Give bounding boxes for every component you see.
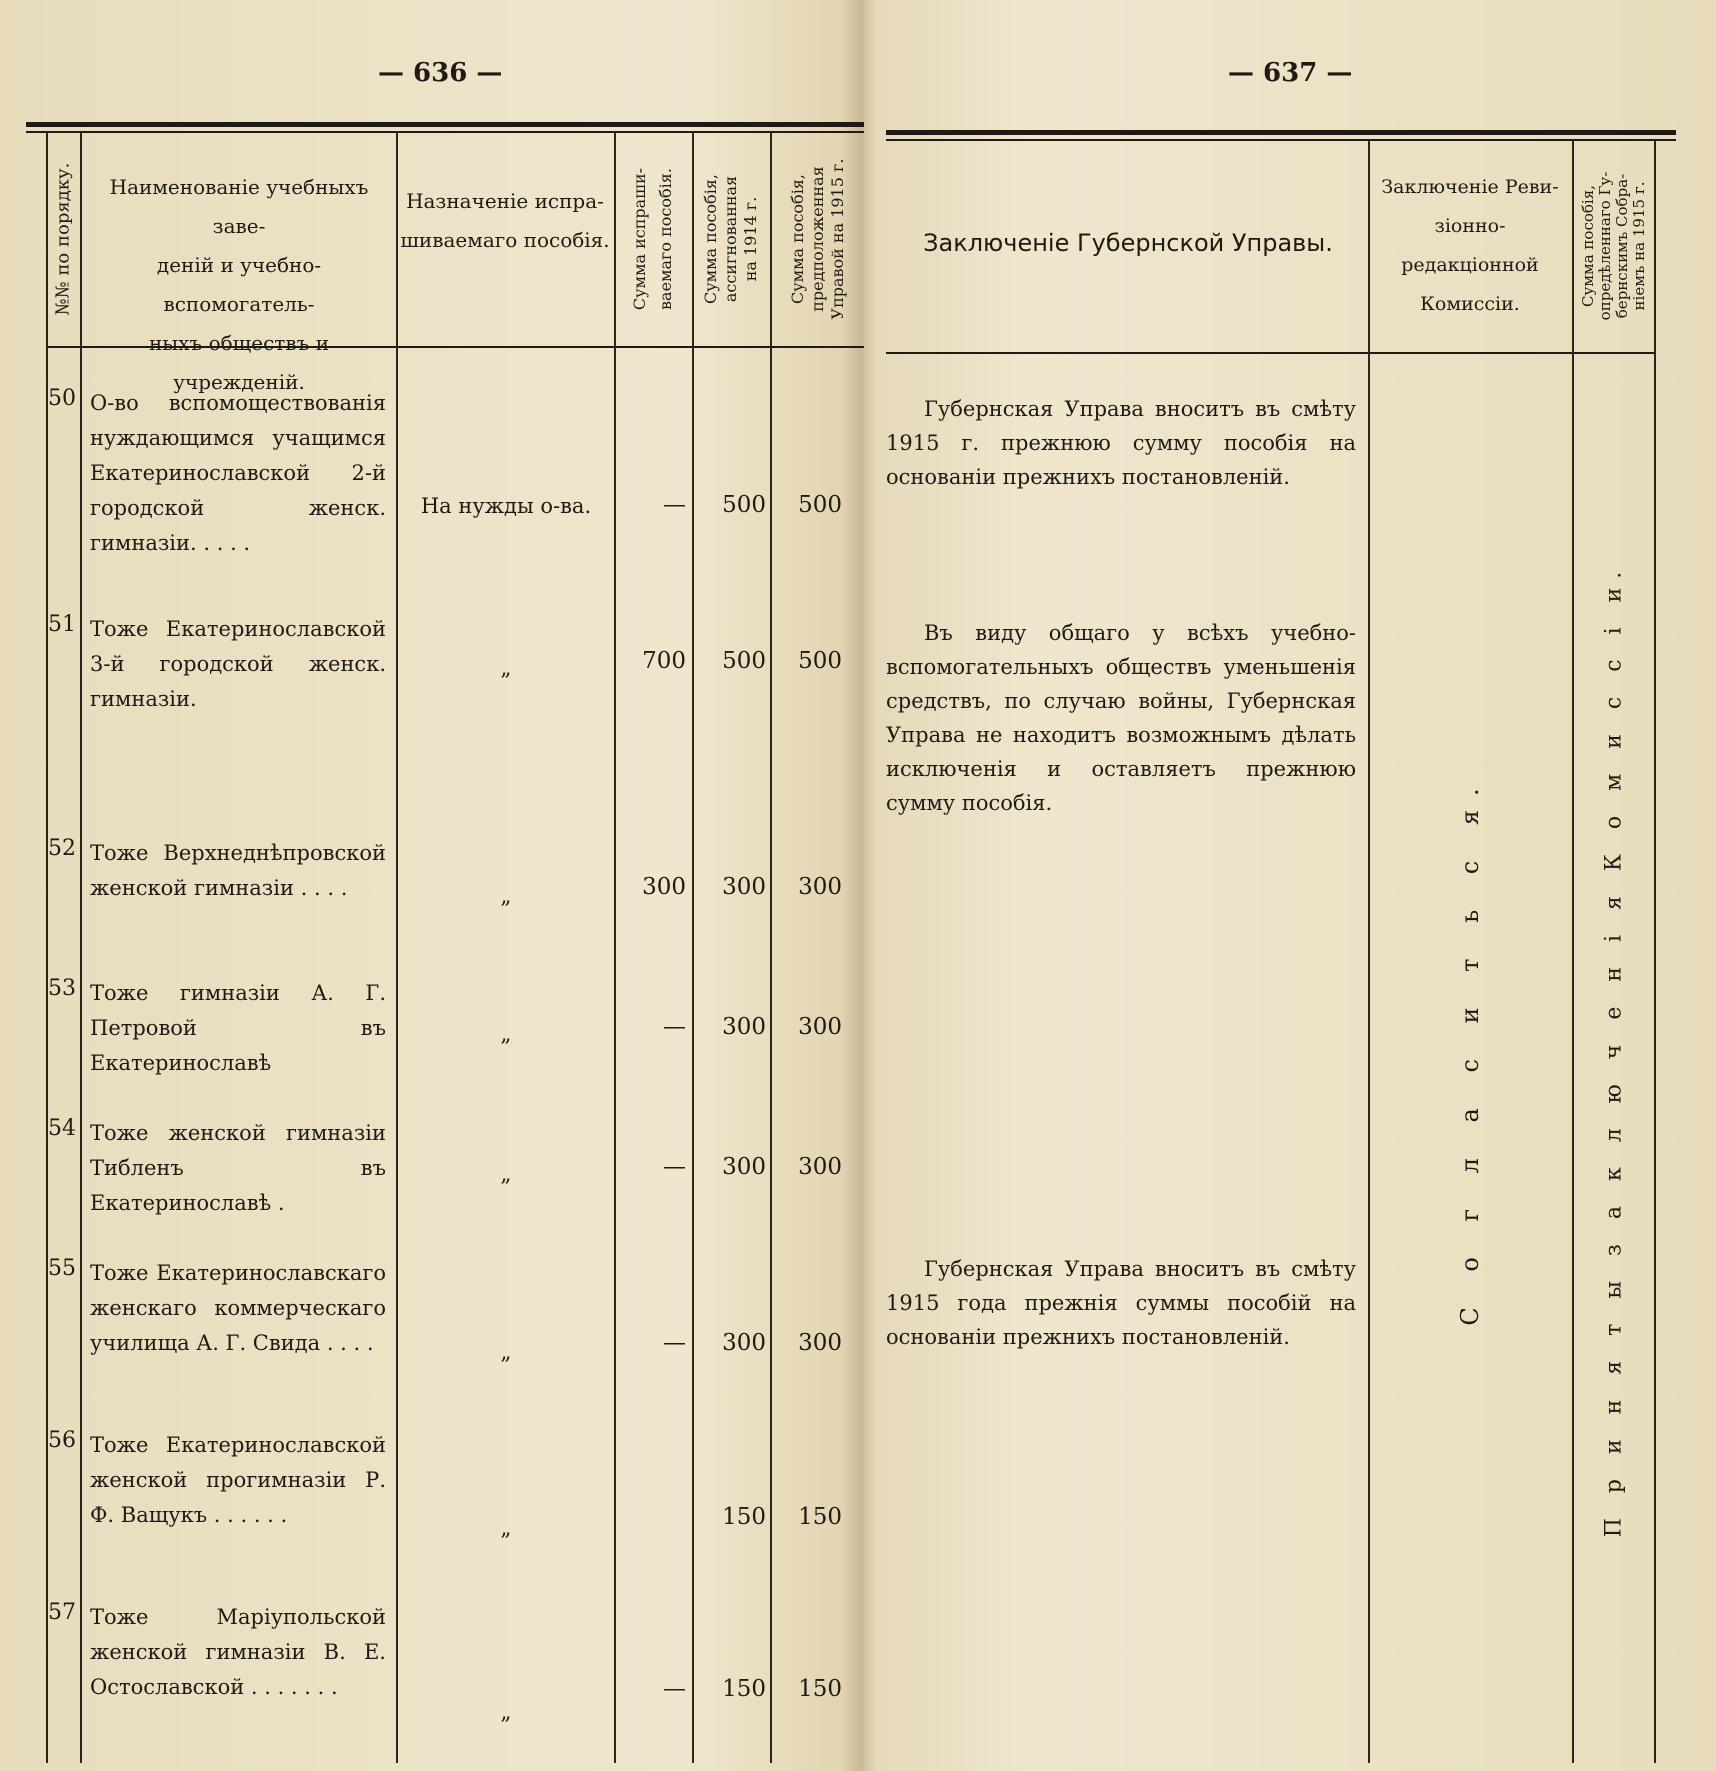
- row-50-1915: 500: [798, 492, 842, 518]
- row-51-requested: 700: [642, 648, 686, 674]
- row-52-1915: 300: [798, 874, 842, 900]
- row-57-requested: —: [663, 1676, 686, 1702]
- row-50-number: 50: [48, 386, 76, 411]
- row-55-number: 55: [48, 1256, 76, 1281]
- header-col-purpose: Назначеніе испра- шиваемаго пособія.: [400, 189, 610, 252]
- row-55-requested: —: [663, 1330, 686, 1356]
- row-57-1914: 150: [722, 1676, 766, 1702]
- right-top-rule-thin: [886, 139, 1676, 141]
- row-54-number: 54: [48, 1116, 76, 1141]
- gov-conclusion-3: Губернская Управа вноситъ въ смѣту 1915 года прежнія суммы пособій на основаніи прежнихъ постановленій.: [886, 1257, 1356, 1349]
- right-page-number: — 637 —: [1228, 58, 1353, 88]
- left-vline-1: [80, 133, 82, 1763]
- row-54-1915: 300: [798, 1154, 842, 1180]
- row-54-purpose: „: [500, 1162, 512, 1186]
- row-53-1915: 300: [798, 1014, 842, 1040]
- row-56-purpose: „: [500, 1516, 512, 1540]
- left-vline-2: [396, 133, 398, 1763]
- row-52-name: Тоже Верхнеднѣпровской женской гимназіи . . . .: [90, 841, 386, 900]
- row-54-requested: —: [663, 1154, 686, 1180]
- header-col-assembly: Сумма пособія, опредѣленнаго Гу- бернскимъ Собра- ніемъ на 1915 г.: [1579, 171, 1648, 321]
- row-52-requested: 300: [642, 874, 686, 900]
- left-top-rule-thin: [26, 131, 864, 133]
- row-53-1914: 300: [722, 1014, 766, 1040]
- row-57-number: 57: [48, 1600, 76, 1625]
- right-vline-1: [1368, 141, 1370, 1763]
- row-51-1915: 500: [798, 648, 842, 674]
- row-50-name: О-во вспомоществованія нуждающимся учащимся Екатеринославской 2-й городской женск. гимназіи. . . . .: [90, 391, 386, 555]
- row-55-purpose: „: [500, 1340, 512, 1364]
- row-51-1914: 500: [722, 648, 766, 674]
- header-col-requested: Сумма испраши- ваемаго пособія.: [630, 167, 675, 311]
- row-57-purpose: „: [500, 1700, 512, 1724]
- row-51-number: 51: [48, 612, 76, 637]
- right-vline-2: [1572, 141, 1574, 1763]
- row-51-purpose: „: [500, 656, 512, 680]
- gov-conclusion-2: Въ виду общаго у всѣхъ учебно-вспомогательныхъ обществъ уменьшенія средствъ, по случаю войны, Губернская Управа не находитъ возможнымъ дѣлать исключенія и оставляетъ прежнюю сумму пособія.: [886, 621, 1356, 815]
- row-50-1914: 500: [722, 492, 766, 518]
- row-50-requested: —: [663, 492, 686, 518]
- row-57-1915: 150: [798, 1676, 842, 1702]
- header-col-commission: Заключеніе Реви- зіонно-редакціонной Комиссіи.: [1381, 176, 1559, 315]
- row-57-name: Тоже Маріупольской женской гимназіи В. Е. Остославской . . . . . . .: [90, 1605, 386, 1699]
- assembly-note: П р и н я т ы з а к л ю ч е н і я К о м и с с і и.: [1601, 562, 1627, 1538]
- row-53-purpose: „: [500, 1022, 512, 1046]
- gov-conclusion-1: Губернская Управа вноситъ въ смѣту 1915 г. прежнюю сумму пособія на основаніи прежнихъ постановленій.: [886, 397, 1356, 489]
- left-top-rule: [26, 122, 864, 127]
- row-52-1914: 300: [722, 874, 766, 900]
- row-55-1915: 300: [798, 1330, 842, 1356]
- commission-note: С о г л а с и т ь с я.: [1456, 774, 1484, 1326]
- row-56-1915: 150: [798, 1504, 842, 1530]
- header-col-number: №№ по порядку.: [52, 162, 74, 316]
- left-vline-0: [46, 133, 48, 1763]
- row-50-purpose: На нужды о-ва.: [420, 494, 592, 518]
- row-53-name: Тоже гимназіи А. Г. Петровой въ Екатеринославѣ: [90, 981, 386, 1075]
- header-col-1915: Сумма пособія, предположенная Управой на 1915 г.: [788, 158, 847, 320]
- row-56-number: 56: [48, 1428, 76, 1453]
- row-54-1914: 300: [722, 1154, 766, 1180]
- row-56-name: Тоже Екатеринославской женской прогимназіи Р. Ф. Ващукъ . . . . . .: [90, 1433, 386, 1527]
- row-52-purpose: „: [500, 884, 512, 908]
- row-53-number: 53: [48, 976, 76, 1001]
- row-52-number: 52: [48, 836, 76, 861]
- right-vline-3: [1654, 141, 1656, 1763]
- header-col-1914: Сумма пособія, ассигнованная на 1914 г.: [701, 174, 760, 304]
- header-col-name: Наименованіе учебныхъ заве- деній и учебно-вспомогатель- ныхъ обществъ и учрежденій.: [109, 175, 369, 394]
- row-55-name: Тоже Екатеринославскаго женскаго коммерческаго училища А. Г. Свида . . . .: [90, 1261, 386, 1355]
- right-top-rule: [886, 130, 1676, 135]
- row-51-name: Тоже Екатеринославской 3-й городской женск. гимназіи.: [90, 617, 386, 711]
- left-vline-3: [614, 133, 616, 1763]
- row-53-requested: —: [663, 1014, 686, 1040]
- left-page-number: — 636 —: [378, 58, 503, 88]
- header-col-gov-board: Заключеніе Губернской Управы.: [923, 229, 1333, 257]
- row-55-1914: 300: [722, 1330, 766, 1356]
- row-54-name: Тоже женской гимназіи Тибленъ въ Екатеринославѣ .: [90, 1121, 386, 1215]
- right-header-bottom-rule: [886, 352, 1656, 354]
- row-56-1914: 150: [722, 1504, 766, 1530]
